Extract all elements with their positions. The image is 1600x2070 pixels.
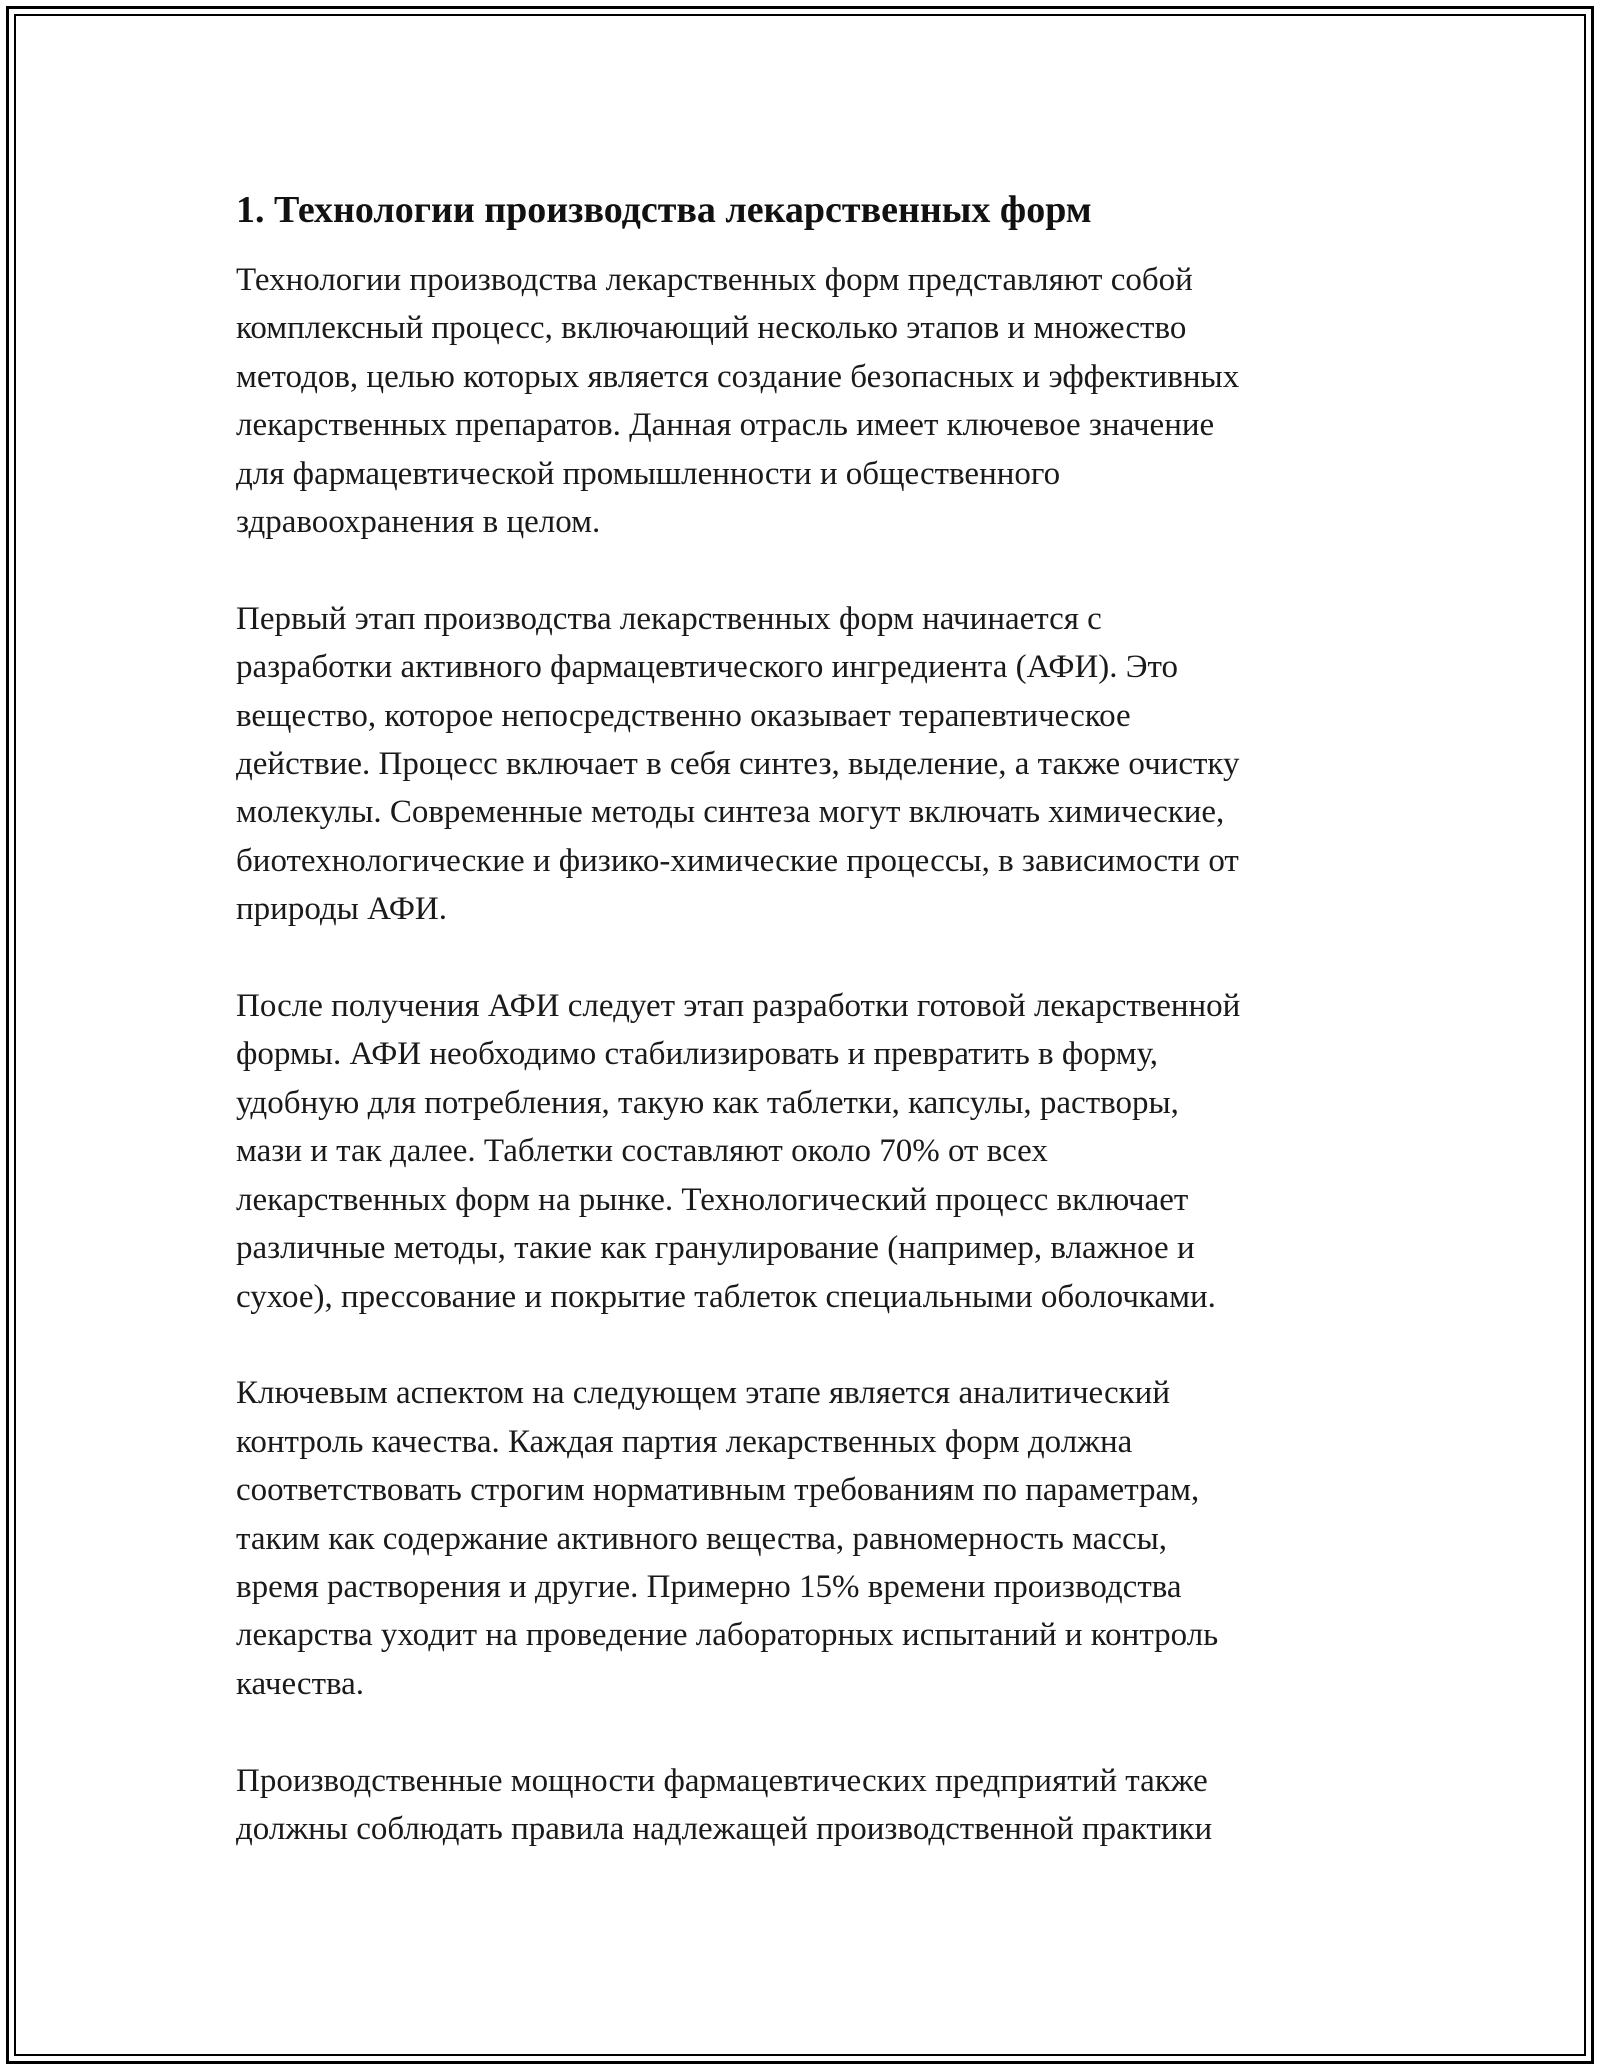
paragraph-line: должны соблюдать правила надлежащей производственной практики — [236, 1810, 1213, 1847]
paragraph-5 — [236, 1757, 1376, 1854]
paragraph-line: лекарственных форм на рынке. Технологический процесс включает — [236, 1181, 1189, 1218]
paragraph-line: молекулы. Современные методы синтеза могут включать химические, — [236, 794, 1225, 831]
paragraph-1 — [236, 256, 1376, 546]
paragraph-2 — [236, 595, 1376, 934]
paragraph-line: лекарства уходит на проведение лабораторных испытаний и контроль — [236, 1617, 1219, 1654]
paragraph-line: мази и так далее. Таблетки составляют около 70% от всех — [236, 1133, 1048, 1170]
paragraph-line: контроль качества. Каждая партия лекарственных форм должна — [236, 1423, 1133, 1460]
paragraph-line: После получения АФИ следует этап разработки готовой лекарственной — [236, 988, 1241, 1025]
paragraph-line: вещество, которое непосредственно оказывает терапевтическое — [236, 697, 1131, 734]
paragraph-line: Производственные мощности фармацевтических предприятий также — [236, 1762, 1208, 1799]
paragraph-line: различные методы, такие как гранулирование (например, влажное и — [236, 1230, 1195, 1267]
paragraph-line: формы. АФИ необходимо стабилизировать и превратить в форму, — [236, 1036, 1159, 1073]
paragraph-line: комплексный процесс, включающий несколько этапов и множество — [236, 310, 1187, 347]
paragraph-4 — [236, 1369, 1376, 1708]
paragraph-line: таким как содержание активного вещества, равномерность массы, — [236, 1520, 1168, 1557]
paragraph-line: лекарственных препаратов. Данная отрасль имеет ключевое значение — [236, 407, 1215, 444]
paragraph-3 — [236, 982, 1376, 1321]
paragraph-line: сухое), прессование и покрытие таблеток специальными оболочками. — [236, 1278, 1216, 1315]
paragraph-line: качества. — [236, 1665, 365, 1702]
paragraph-line: Ключевым аспектом на следующем этапе является аналитический — [236, 1375, 1171, 1412]
paragraph-line: действие. Процесс включает в себя синтез, выделение, а также очистку — [236, 746, 1240, 783]
paragraph-line: разработки активного фармацевтического ингредиента (АФИ). Это — [236, 649, 1179, 686]
paragraph-line: природы АФИ. — [236, 891, 447, 928]
section-heading: 1. Технологии производства лекарственных форм — [236, 189, 1092, 231]
paragraph-line: соответствовать строгим нормативным требованиям по параметрам, — [236, 1472, 1200, 1509]
paragraph-line: Технологии производства лекарственных форм представляют собой — [236, 262, 1193, 298]
document-body — [236, 186, 1376, 1902]
paragraph-line: биотехнологические и физико-химические процессы, в зависимости от — [236, 842, 1239, 879]
paragraph-line: методов, целью которых является создание безопасных и эффективных — [236, 358, 1240, 395]
paragraph-line: для фармацевтической промышленности и общественного — [236, 455, 1061, 492]
paragraph-line: время растворения и другие. Примерно 15% времени производства — [236, 1568, 1182, 1605]
paragraph-line: здравоохранения в целом. — [236, 504, 601, 541]
paragraph-line: удобную для потребления, такую как таблетки, капсулы, растворы, — [236, 1084, 1179, 1121]
paragraph-line: Первый этап производства лекарственных форм начинается с — [236, 600, 1102, 637]
